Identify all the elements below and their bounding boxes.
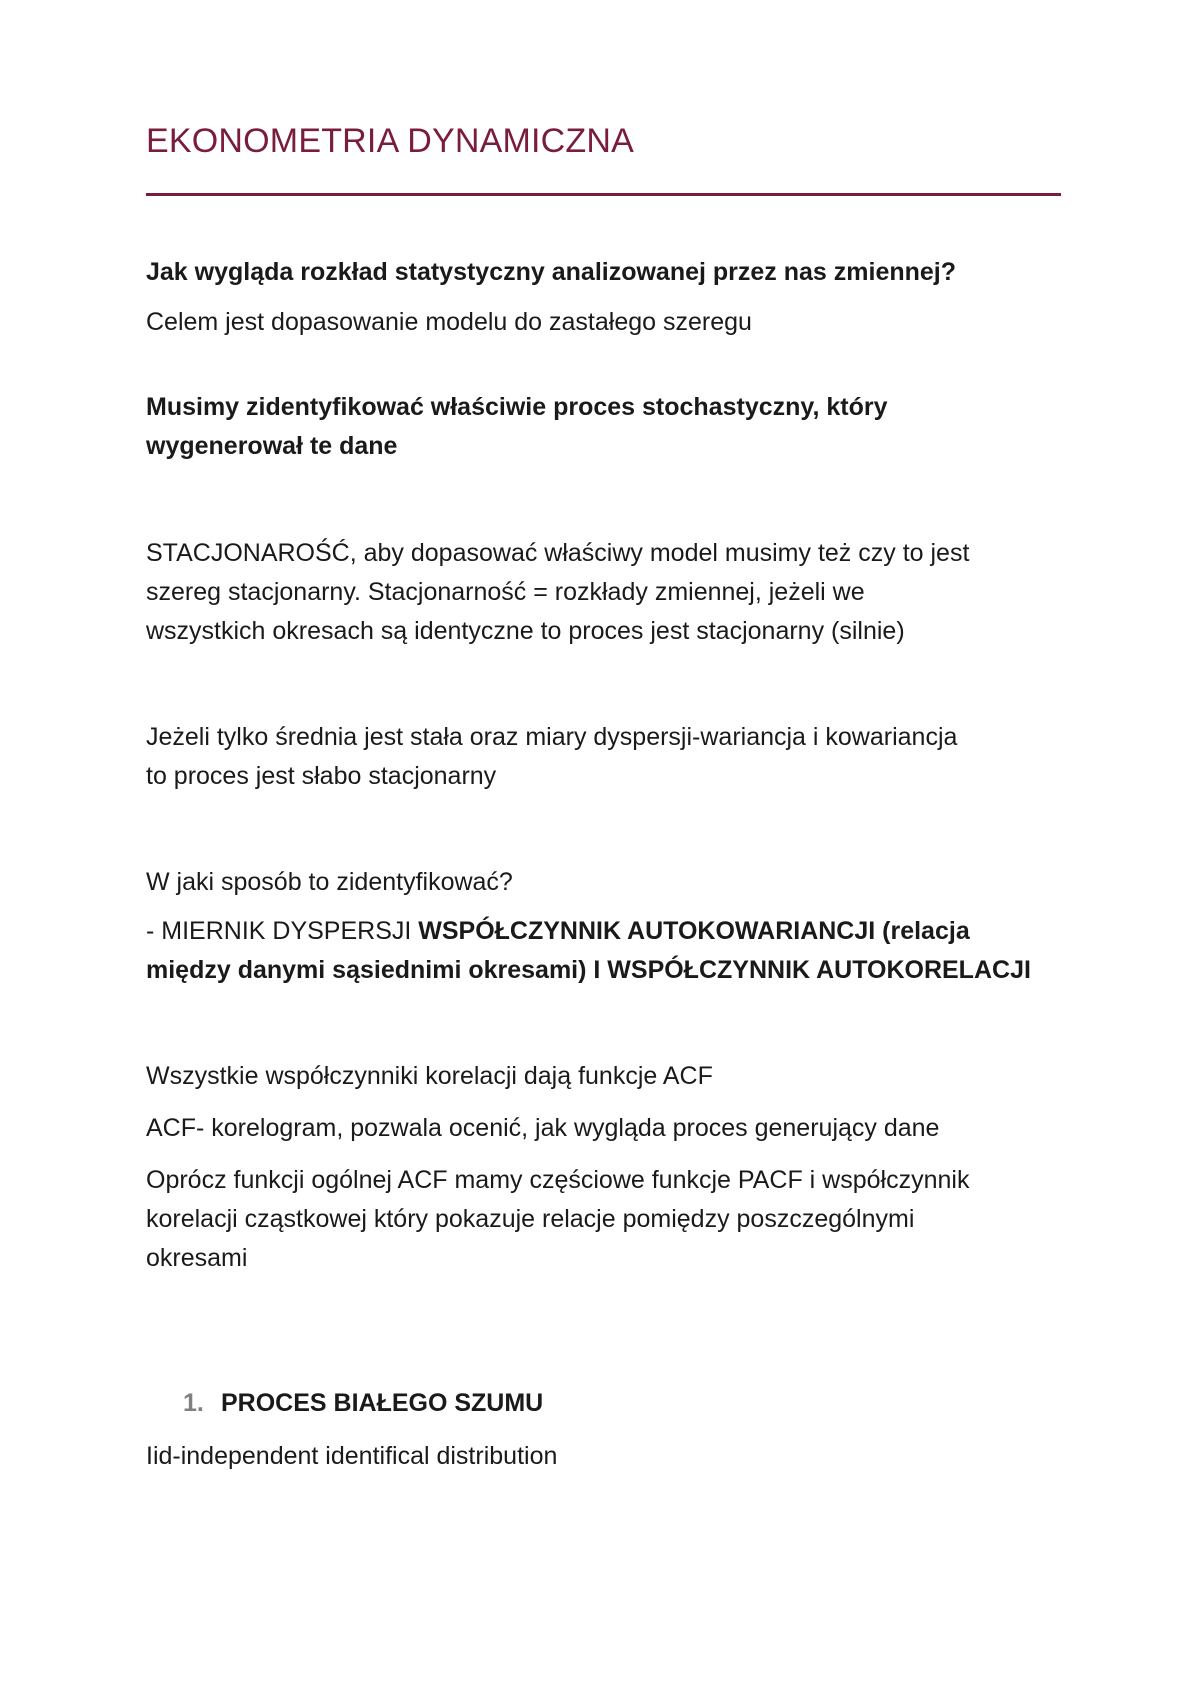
measure-line-1 — [146, 912, 970, 951]
section-title: PROCES BIAŁEGO SZUMU — [221, 1389, 544, 1417]
section-number: 1. — [183, 1389, 204, 1417]
measure-line-2: między danymi sąsiednimi okresami) I WSPÓŁCZYNNIK AUTOKORELACJI — [146, 956, 1031, 984]
stationarity-line-3: wszystkich okresach są identyczne to proces jest stacjonarny (silnie) — [146, 617, 905, 645]
title-underline — [146, 193, 1061, 196]
how-question: W jaki sposób to zidentyfikować? — [146, 868, 513, 896]
identify-line-1: Musimy zidentyfikować właściwie proces stochastyczny, który — [146, 393, 888, 421]
goal-paragraph: Celem jest dopasowanie modelu do zastałego szeregu — [146, 308, 752, 336]
pacf-line-1: Oprócz funkcji ogólnej ACF mamy częściowe funkcje PACF i współczynnik — [146, 1166, 970, 1194]
measure-bold-text: WSPÓŁCZYNNIK AUTOKOWARIANCJI (relacja — [418, 917, 970, 945]
weak-stationarity-line-2: to proces jest słabo stacjonarny — [146, 762, 497, 790]
document-title: EKONOMETRIA DYNAMICZNA — [146, 122, 635, 160]
question-heading: Jak wygląda rozkład statystyczny analizowanej przez nas zmiennej? — [146, 258, 957, 286]
acf-paragraph-1: Wszystkie współczynniki korelacji dają funkcje ACF — [146, 1062, 713, 1090]
section-heading — [183, 1384, 543, 1423]
stationarity-line-1: STACJONAROŚĆ, aby dopasować właściwy model musimy też czy to jest — [146, 539, 970, 567]
identify-line-2: wygenerował te dane — [146, 432, 398, 460]
weak-stationarity-line-1: Jeżeli tylko średnia jest stała oraz miary dyspersji-wariancja i kowariancja — [146, 723, 958, 751]
pacf-line-2: korelacji cząstkowej który pokazuje relacje pomiędzy poszczególnymi — [146, 1205, 915, 1233]
stationarity-line-2: szereg stacjonarny. Stacjonarność = rozkłady zmiennej, jeżeli we — [146, 578, 865, 606]
pacf-line-3: okresami — [146, 1244, 248, 1272]
measure-prefix: - MIERNIK DYSPERSJI — [146, 917, 419, 945]
acf-paragraph-2: ACF- korelogram, pozwala ocenić, jak wygląda proces generujący dane — [146, 1114, 940, 1142]
iid-paragraph: Iid-independent identifical distribution — [146, 1442, 558, 1470]
